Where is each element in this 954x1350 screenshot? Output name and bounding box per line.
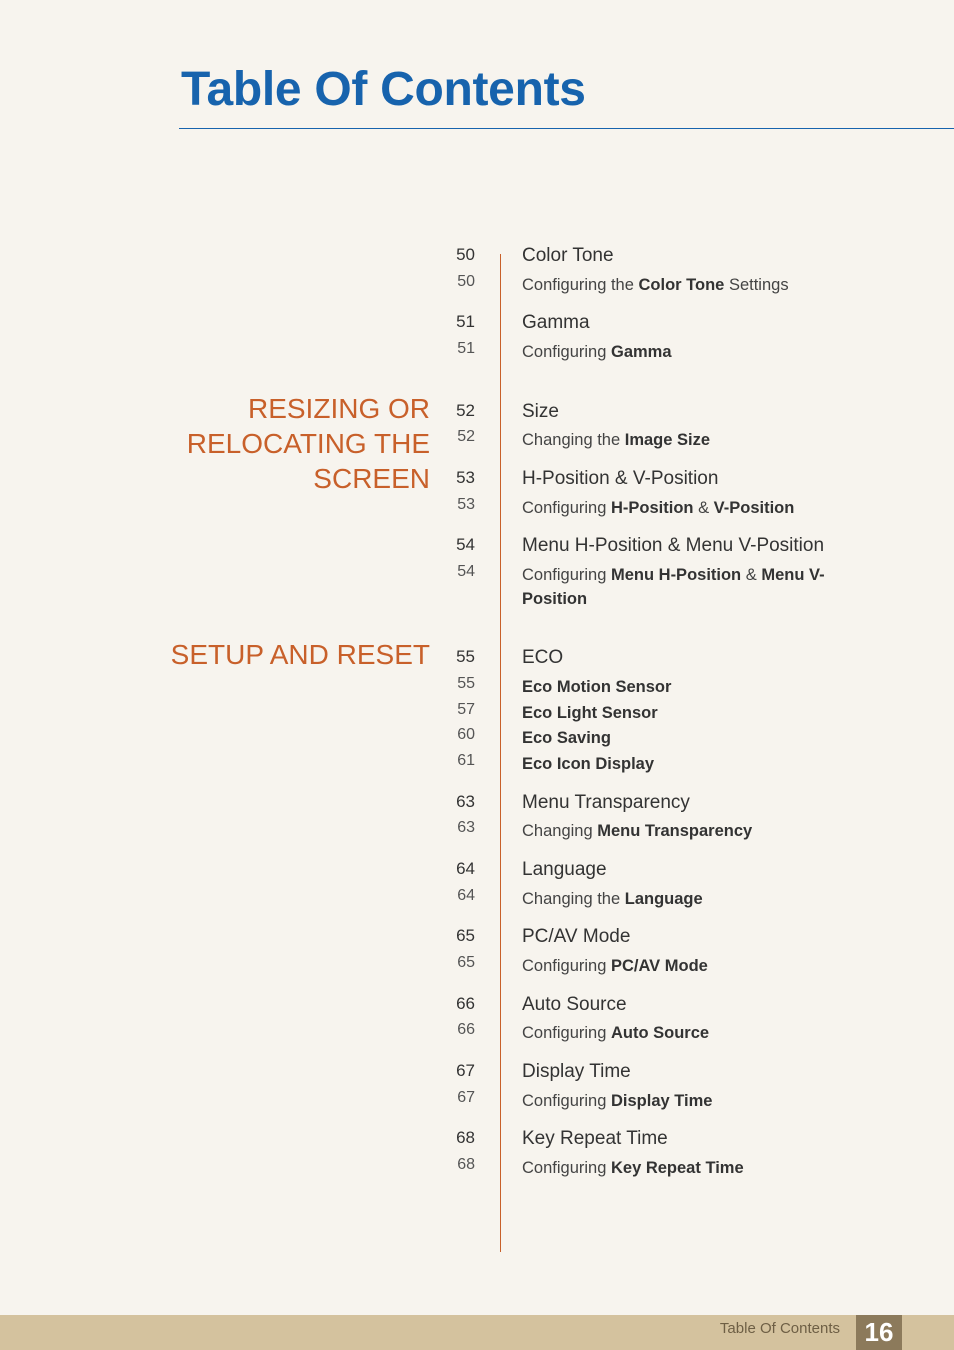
subentry-page: 65: [457, 954, 475, 971]
subentry-text: Configuring Display Time: [522, 1092, 713, 1110]
subentry-text: Eco Saving: [522, 729, 611, 747]
subentry-page: 52: [457, 428, 475, 445]
subentry-page: 63: [457, 819, 475, 836]
entry-page: 66: [456, 994, 475, 1013]
entry-page: 52: [456, 401, 475, 420]
entry-title: Display Time: [522, 1061, 631, 1082]
entry-page: 65: [456, 926, 475, 945]
section-heading-resizing: [187, 391, 430, 496]
subentry-page: 64: [457, 887, 475, 904]
entry-title: Size: [522, 401, 559, 422]
entry-page: 63: [456, 792, 475, 811]
section-line: SCREEN: [313, 463, 430, 494]
entry-page: 64: [456, 859, 475, 878]
subentry-text: Configuring Gamma: [522, 343, 672, 361]
subentry-page: 50: [457, 273, 475, 290]
entry-title: Menu H-Position & Menu V-Position: [522, 535, 825, 556]
subentry-page: 51: [457, 340, 475, 357]
subentry-page: 60: [457, 726, 475, 743]
subentry-text: Changing Menu Transparency: [522, 822, 753, 840]
entry-page: 54: [456, 535, 475, 554]
subentry-text: Configuring Auto Source: [522, 1024, 710, 1042]
subentry-text: Configuring the Color Tone Settings: [522, 276, 789, 294]
subentry-text: Eco Light Sensor: [522, 704, 658, 722]
section-line: RESIZING OR: [247, 393, 430, 424]
section-heading-setup: SETUP AND RESET: [170, 639, 430, 670]
subentry-text: Configuring H-Position & V-Position: [522, 499, 795, 517]
entry-page: 55: [456, 647, 475, 666]
footer-label: Table Of Contents: [719, 1320, 840, 1337]
subentry-page: 68: [457, 1156, 475, 1173]
section-line: RELOCATING THE: [186, 428, 430, 459]
page-title: Table Of Contents: [181, 63, 586, 116]
entry-title: Menu Transparency: [522, 792, 690, 813]
entry-page: 51: [456, 312, 475, 331]
entry-title: Gamma: [522, 312, 590, 333]
subentry-text: Configuring Menu H-Position & Menu V-Position: [522, 566, 825, 608]
subentry-text: Configuring Key Repeat Time: [522, 1159, 744, 1177]
subentry-text: Changing the Image Size: [522, 431, 711, 449]
subentry-page: 54: [457, 563, 475, 580]
entry-title: Auto Source: [522, 994, 627, 1015]
subentry-text: Eco Icon Display: [522, 755, 655, 773]
subentry-text: Eco Motion Sensor: [522, 678, 672, 696]
entry-page: 68: [456, 1128, 475, 1147]
entry-title: ECO: [522, 647, 564, 668]
subentry-page: 55: [457, 675, 475, 692]
entry-page: 50: [456, 245, 475, 264]
subentry-page: 67: [457, 1089, 475, 1106]
entry-page: 53: [456, 468, 475, 487]
entry-title: Language: [522, 859, 607, 880]
page-number: 16: [856, 1315, 902, 1350]
subentry-page: 53: [457, 496, 475, 513]
subentry-text: Changing the Language: [522, 890, 703, 908]
entry-page: 67: [456, 1061, 475, 1080]
subentry-text: Configuring PC/AV Mode: [522, 957, 708, 975]
entry-title: Key Repeat Time: [522, 1128, 668, 1149]
subentry-page: 61: [457, 752, 475, 769]
divider-line: [500, 254, 501, 1252]
entry-title: PC/AV Mode: [522, 926, 631, 947]
subentry-page: 57: [457, 701, 475, 718]
entry-title: H-Position & V-Position: [522, 468, 719, 489]
entry-title: Color Tone: [522, 245, 614, 266]
title-rule: [179, 128, 954, 129]
subentry-page: 66: [457, 1021, 475, 1038]
